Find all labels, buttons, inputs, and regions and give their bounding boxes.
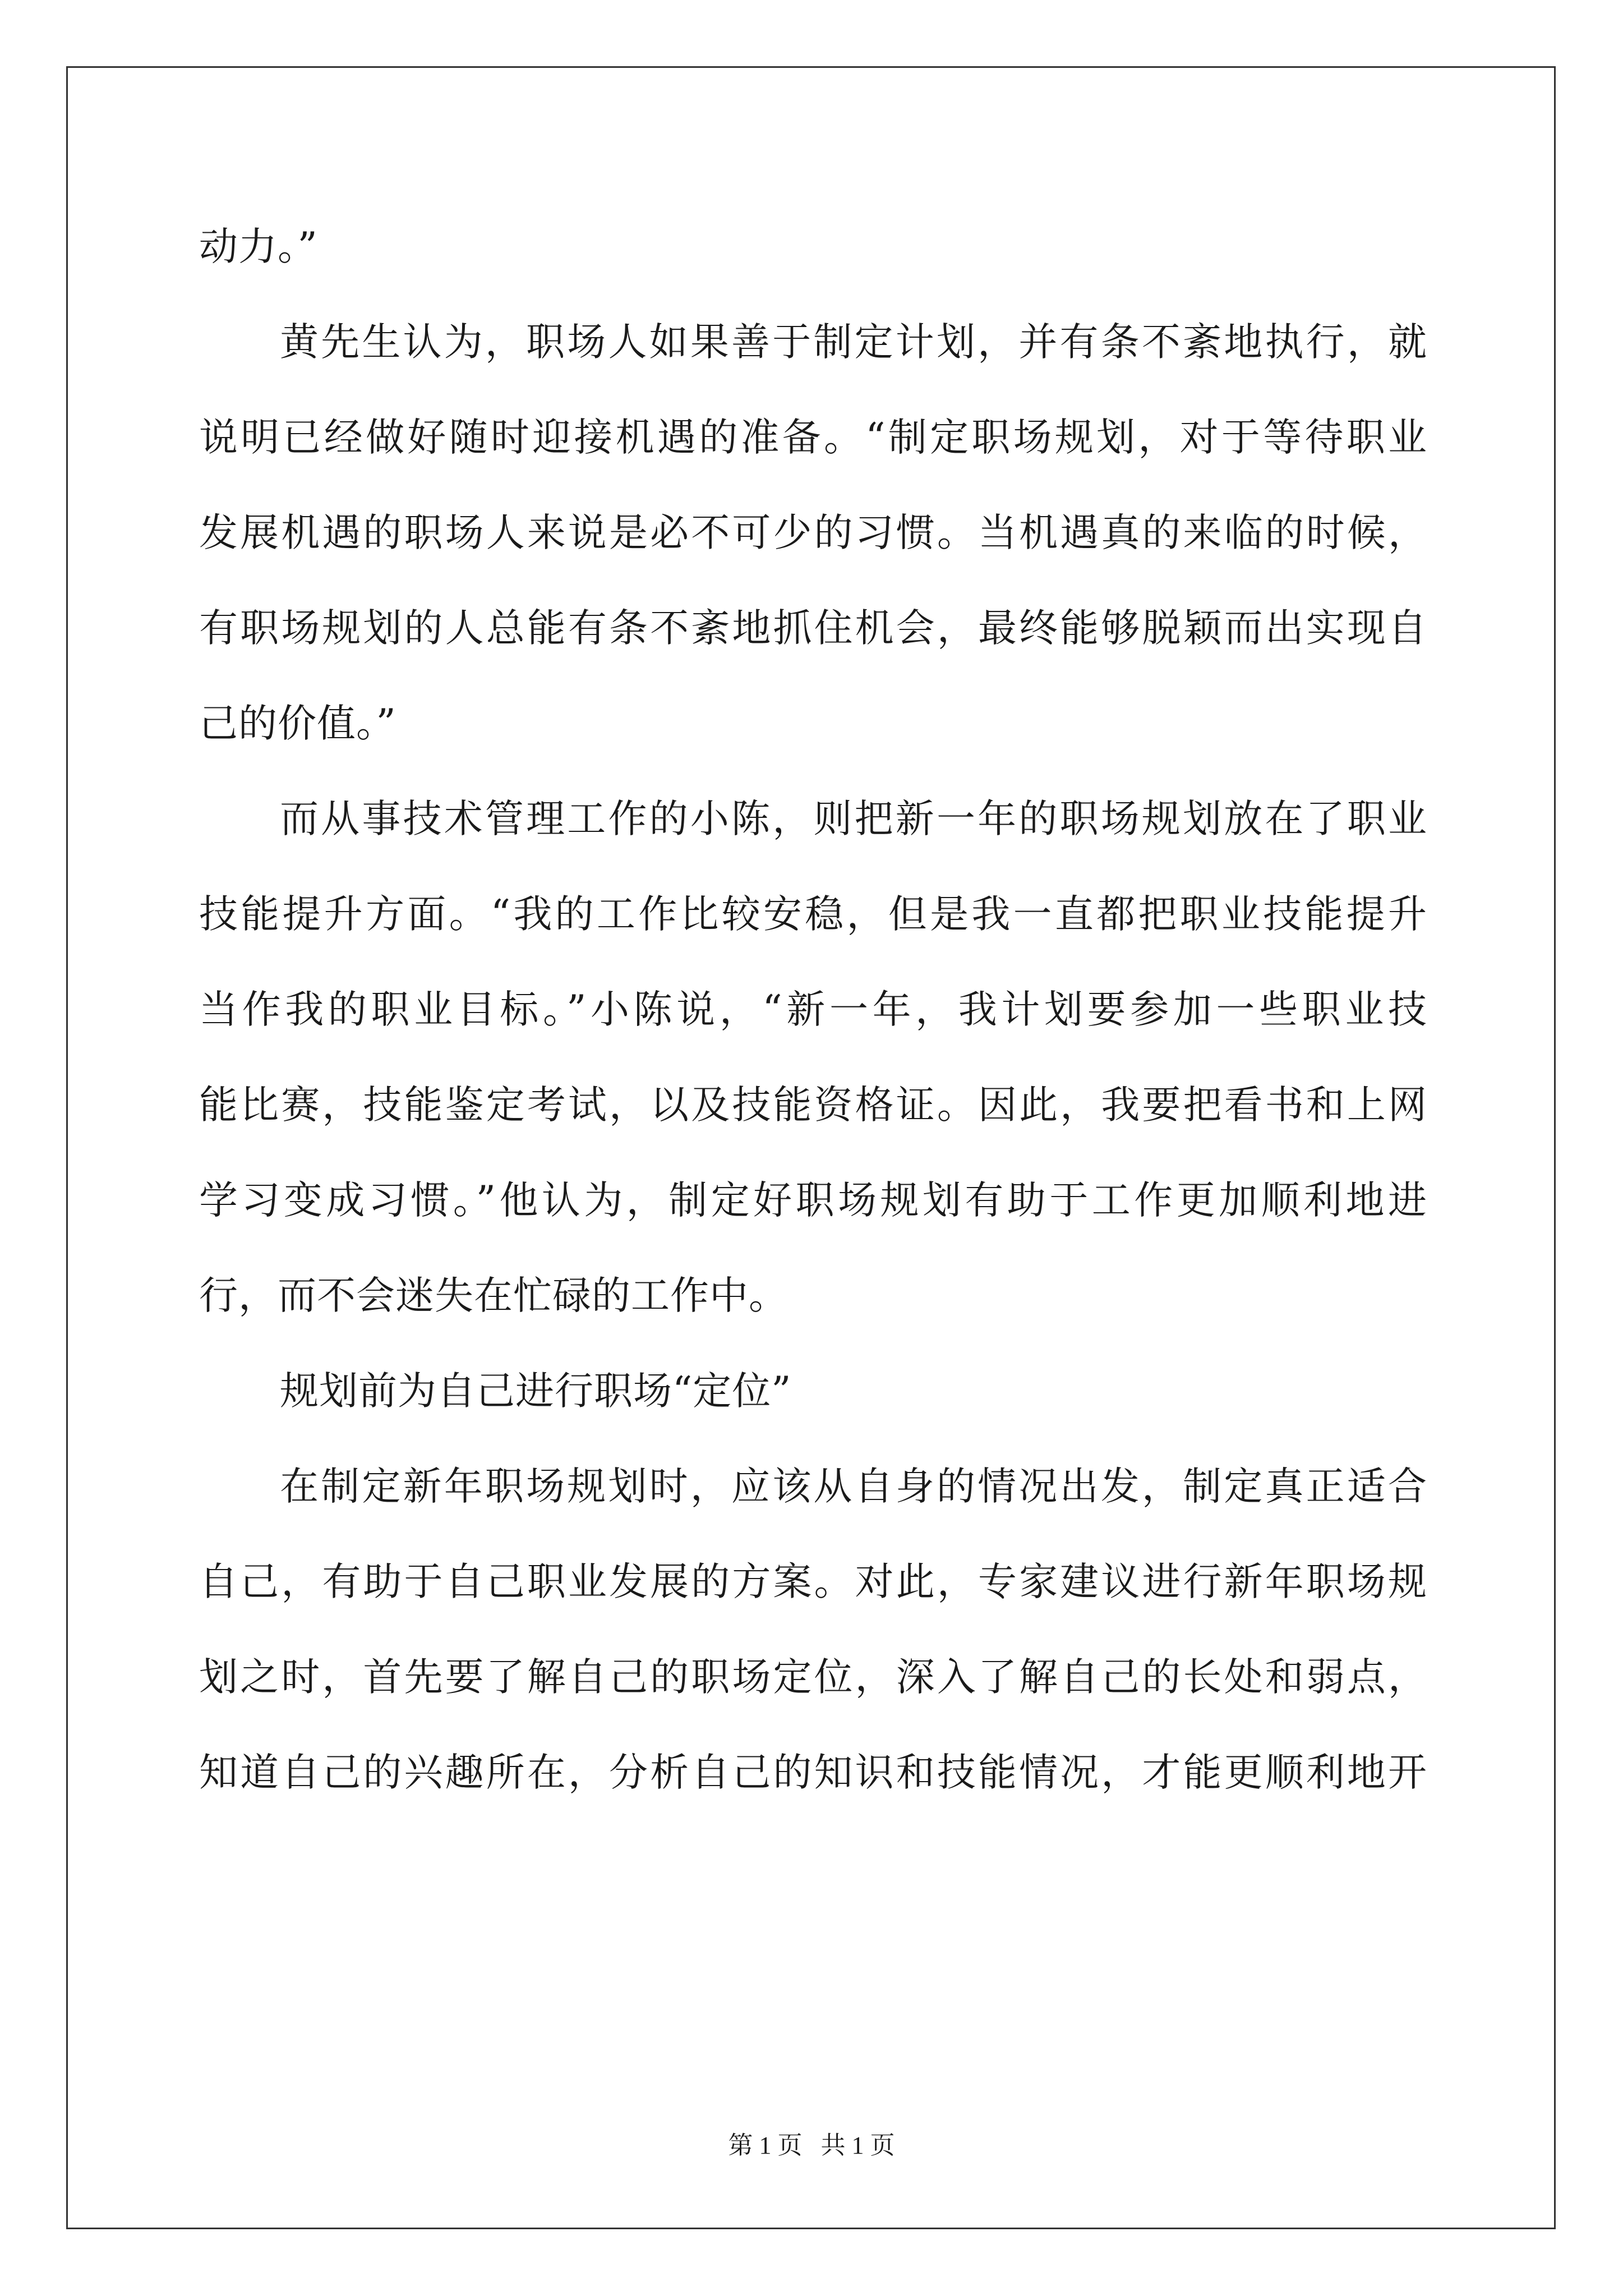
document-body	[199, 216, 1427, 1837]
text-line: 能比赛，技能鉴定考试，以及技能资格证。因此，我要把看书和上网	[199, 1083, 1427, 1128]
text-line: 自己，有助于自己职业发展的方案。对此，专家建议进行新年职场规	[199, 1559, 1427, 1604]
text-line: 行，而不会迷失在忙碌的工作中。	[199, 1273, 788, 1318]
page-footer: 第 1 页 共 1 页	[728, 2132, 895, 2159]
text-line: 动力。”	[199, 224, 318, 269]
paragraph-start-line: 而从事技术管理工作的小陈，则把新一年的职场规划放在了职业	[280, 797, 1427, 841]
section-heading: 规划前为自己进行职场“定位”	[280, 1369, 792, 1414]
text-line: 当作我的职业目标。”小陈说，“新一年，我计划要参加一些职业技	[199, 987, 1427, 1032]
text-line: 己的价值。”	[199, 701, 396, 746]
paragraph-start-line: 在制定新年职场规划时，应该从自身的情况出发，制定真正适合	[280, 1464, 1427, 1509]
paragraph-start-line: 黄先生认为，职场人如果善于制定计划，并有条不紊地执行，就	[280, 320, 1427, 365]
text-line: 知道自己的兴趣所在，分析自己的知识和技能情况，才能更顺利地开	[199, 1750, 1427, 1795]
text-line: 学习变成习惯。”他认为，制定好职场规划有助于工作更加顺利地进	[199, 1178, 1427, 1223]
text-line: 发展机遇的职场人来说是必不可少的习惯。当机遇真的来临的时候，	[199, 510, 1427, 555]
text-line: 有职场规划的人总能有条不紊地抓住机会，最终能够脱颖而出实现自	[199, 606, 1427, 651]
text-line: 技能提升方面。“我的工作比较安稳，但是我一直都把职业技能提升	[199, 892, 1427, 937]
text-line: 划之时，首先要了解自己的职场定位，深入了解自己的长处和弱点，	[199, 1655, 1427, 1700]
text-line: 说明已经做好随时迎接机遇的准备。“制定职场规划，对于等待职业	[199, 415, 1427, 460]
